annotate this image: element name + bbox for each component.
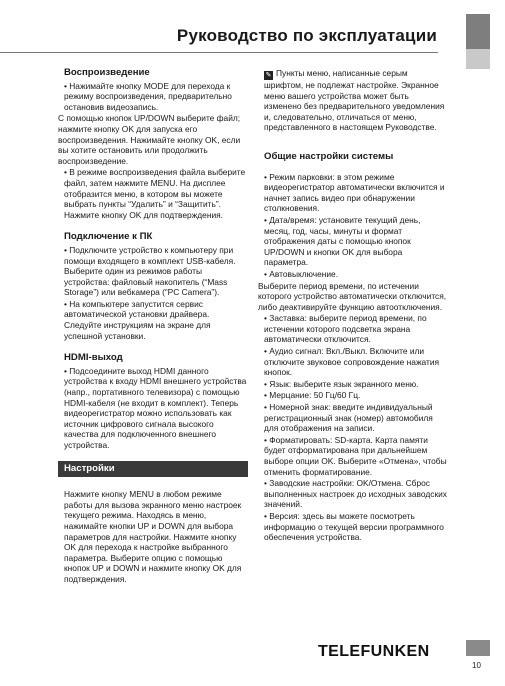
section-heading-general: Общие настройки системы: [264, 150, 394, 162]
paragraph: • Дата/время: установите текущий день, месяц, год, часы, минуты и формат отображения даты с помощью кнопок UP/DOWN и кнопки OK для выбора параметра.: [264, 214, 421, 268]
paragraph: Выберите период времени, по истечении которого устройство автоматически отключится, либо деактивируйте функцию автоотключения.: [258, 280, 447, 312]
paragraph: • Подключите устройство к компьютеру при помощи входящего в комплект USB-кабеля. Выберите один из режимов работы устройства: файловый накопитель (“Mass Storage”) или вебкамера (“PC Camera”).: [64, 244, 236, 298]
page-tab-dark: [466, 14, 490, 49]
paragraph: • Нажимайте кнопку MODE для перехода к режиму воспроизведения, предварительно остановив видеозапись.: [64, 80, 232, 112]
brand-logo: TELEFUNKEN: [318, 643, 430, 660]
paragraph: • В режиме воспроизведения файла выберите файл, затем нажмите MENU. На дисплее отобразится меню, в котором вы можете выбрать пункты “Удалить” и “Защитить”. Нажмите кнопку OK для подтверждения.: [64, 167, 246, 220]
paragraph: • Форматировать: SD-карта. Карта памяти будет отформатирована при дальнейшем выборе опции OK. Выберите «Отмена», чтобы отменить форматирование.: [264, 434, 447, 477]
paragraph: • Заводские настройки: OK/Отмена. Сброс выполненных настроек до исходных заводских значений.: [264, 478, 447, 510]
paragraph: • Заставка: выберите период времени, по истечении которого подсветка экрана автоматически отключится.: [264, 313, 427, 345]
section-heading-hdmi: HDMI-выход: [64, 352, 123, 364]
paragraph: • Аудио сигнал: Вкл./Выкл. Включите или отключите звуковое сопровождение нажатия кнопок.: [264, 346, 440, 378]
paragraph: • Язык: выберите язык экранного меню.: [264, 378, 419, 389]
note-paragraph: [258, 68, 448, 133]
paragraph: • Режим парковки: в этом режиме видеорегистратор автоматически включится и начнет запись видео при обнаружении столкновения.: [264, 171, 445, 214]
left-column: [58, 68, 248, 585]
page-title: Руководство по эксплуатации: [176, 26, 437, 45]
page-tab-bottom: [466, 640, 490, 656]
paragraph: • Номерной знак: введите индивидуальный регистрационный знак (номер) автомобиля для отображения на записи.: [264, 402, 433, 434]
header-rule: [0, 52, 438, 53]
paragraph: Нажмите кнопку MENU в любом режиме работы для вызова экранного меню настроек текущего режима. Находясь в меню, нажимайте кнопки UP и DOWN для выбора параметров для настройки. Нажмите кнопку OK для перехода к настройке выбранного параметра. Выберите опцию с помощью кнопок UP и DOWN и нажмите кнопку OK для подтверждения.: [64, 489, 242, 584]
page-tab-light: [466, 49, 490, 69]
section-bar-settings: Настройки: [58, 461, 248, 478]
paragraph: • Мерцание: 50 Гц/60 Гц.: [264, 390, 361, 401]
paragraph: • Подсоедините выход HDMI данного устройства к входу HDMI внешнего устройства (напр., портативного телевизора) с помощью HDMI-кабеля (не входит в комплект). Теперь видеорегистратор можно использовать как источник цифрового сигнала высокого качества для подключенного внешнего устройства.: [64, 365, 247, 450]
section-heading-pc: Подключение к ПК: [64, 231, 153, 243]
paragraph: • Автовыключение.: [264, 268, 339, 279]
note-text: Пункты меню, написанные серым шрифтом, не подлежат настройке. Экранное меню вашего устройства может быть изменено без предварительного уведомления и, следовательно, отличаться от меню, представленного в настоящем Руководстве.: [264, 68, 445, 133]
paragraph: С помощью кнопок UP/DOWN выберите файл; нажмите кнопку OK для запуска его воспроизведения. Нажимайте кнопку OK, если вы хотите остановить или продолжить воспроизведение.: [58, 113, 241, 166]
paragraph: • Версия: здесь вы можете посмотреть информацию о текущей версии программного обеспечения устройства.: [264, 510, 444, 543]
page-number: 10: [472, 661, 481, 670]
right-column: [258, 68, 448, 543]
section-heading-playback: Воспроизведение: [64, 67, 150, 78]
paragraph: • На компьютере запустится сервис автоматической установки драйвера. Следуйте инструкциям на экране для успешной установки.: [64, 298, 211, 341]
note-icon: ✎: [265, 72, 272, 79]
